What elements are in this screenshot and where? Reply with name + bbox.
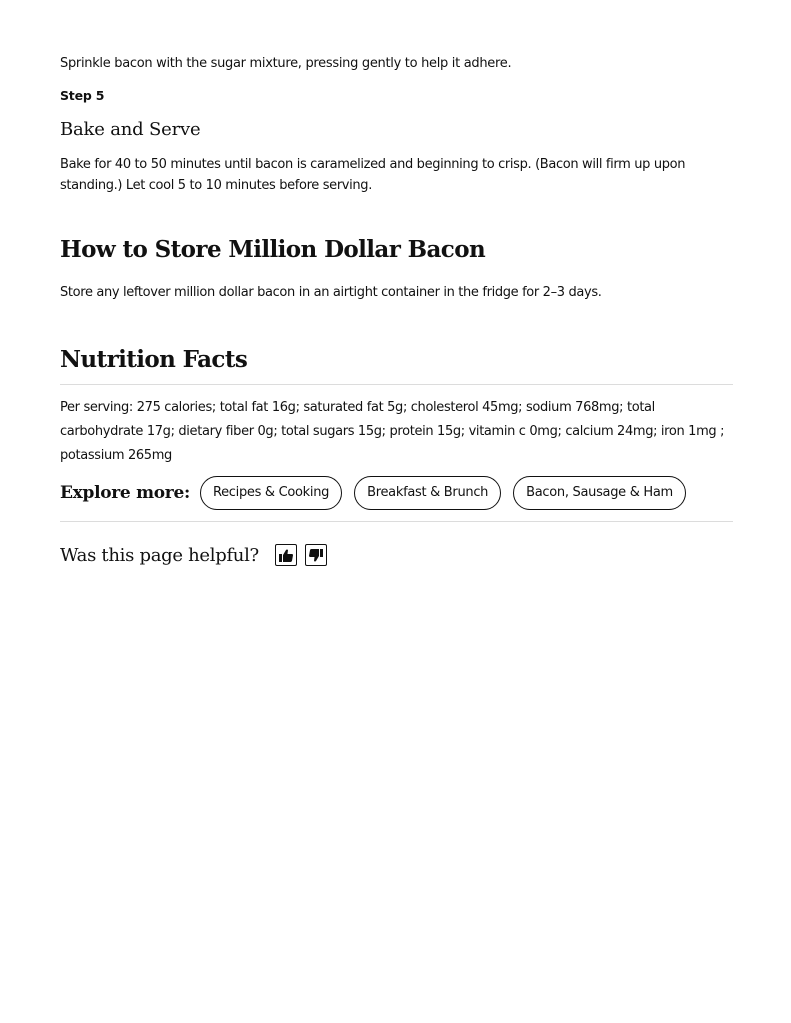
tag-breakfast-brunch[interactable]: Breakfast & Brunch <box>354 476 501 510</box>
divider <box>60 384 733 385</box>
explore-more <box>60 476 698 510</box>
step-title: Bake and Serve <box>60 119 201 140</box>
step-4-text-end: Sprinkle bacon with the sugar mixture, pressing gently to help it adhere. <box>60 56 512 71</box>
feedback <box>60 544 335 566</box>
feedback-question: Was this page helpful? <box>60 544 259 566</box>
step-body: Bake for 40 to 50 minutes until bacon is caramelized and beginning to crisp. (Bacon will firm up upon standing.) Let cool 5 to 10 minutes before serving. <box>60 157 686 193</box>
explore-label: Explore more: <box>60 483 190 503</box>
nutrition-facts-text: Per serving: 275 calories; total fat 16g; saturated fat 5g; cholesterol 45mg; sodium 768mg; total carbohydrate 17g; dietary fiber 0g; total sugars 15g; protein 15g; vitamin c 0mg; calcium 24mg; iron 1mg ; potassium 265mg <box>60 400 725 463</box>
tag-recipes-cooking[interactable]: Recipes & Cooking <box>200 476 342 510</box>
thumbs-down-icon[interactable] <box>305 544 327 566</box>
tag-bacon-sausage-ham[interactable]: Bacon, Sausage & Ham <box>513 476 686 510</box>
thumbs-up-icon[interactable] <box>275 544 297 566</box>
step-label: Step 5 <box>60 88 105 103</box>
storage-heading: How to Store Million Dollar Bacon <box>60 236 486 263</box>
nutrition-heading: Nutrition Facts <box>60 346 248 373</box>
divider <box>60 521 733 522</box>
storage-text: Store any leftover million dollar bacon in an airtight container in the fridge for 2–3 days. <box>60 285 602 300</box>
